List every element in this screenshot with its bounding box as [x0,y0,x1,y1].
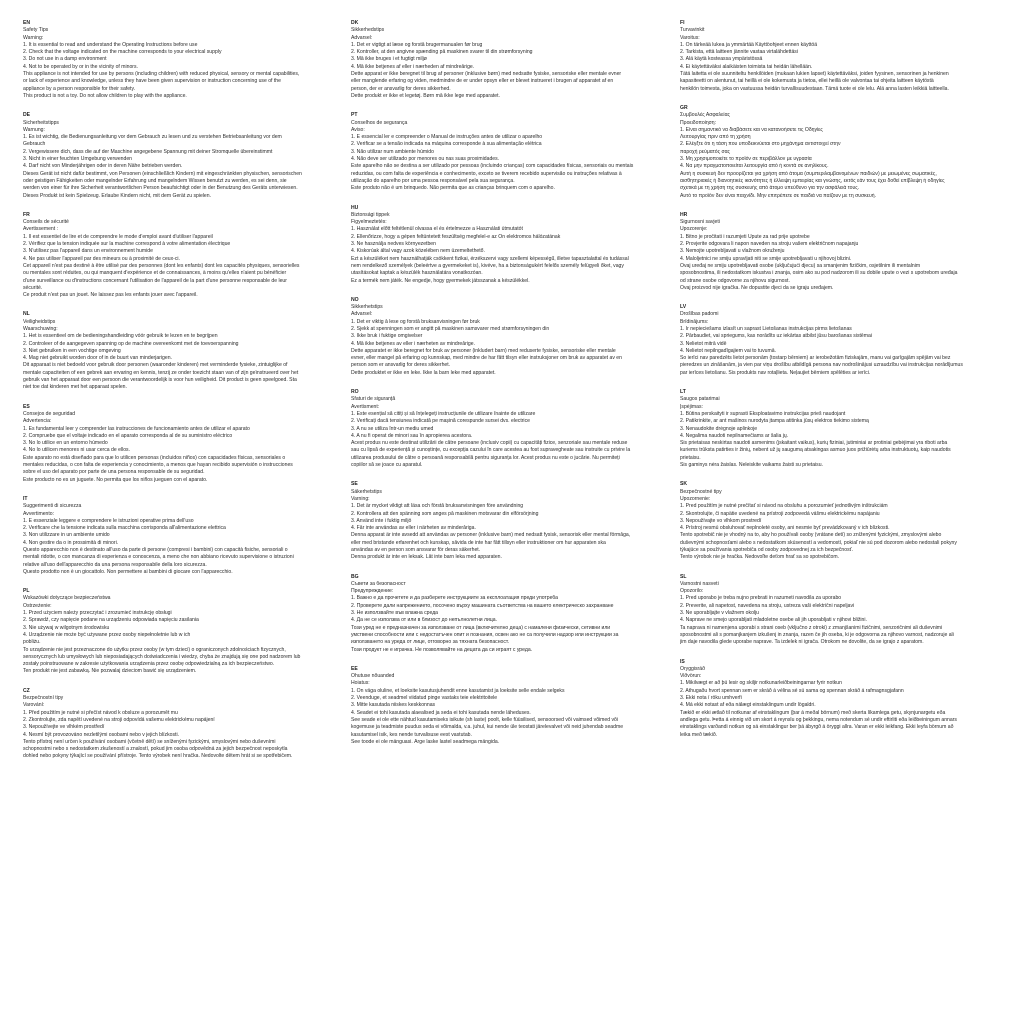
text-line: kogemuse ja teadmiste puudus seda ei võimalda, v.a. juhul, kui nende üle teostati järelevalvet või neid juhendab seadme [351,724,624,731]
warning-label: Įspėjimas: [680,403,703,410]
text-line: 1. Před použitím je nutné si přečíst návod k obsluze a porozumět mu [23,709,178,716]
text-line: niet toe dat kinderen met het apparaat spelen. [23,384,127,391]
text-line: Αυτό το προϊόν δεν είναι παιχνίδι. Μην επιτρέπετε σε παιδιά να παίζουν με τη συσκευή. [680,192,876,199]
section-title: Съвети за безопасност [351,580,406,587]
warning-label: Upozornenie: [680,495,711,502]
text-line: 2. Ellenőrizze, hogy a gépen feltüntetett feszültség megfelel-e az Ön elektromos hálózatának [351,233,561,240]
text-line: person, der er ansvarlig for deres sikkerhed. [351,85,451,92]
language-code: SL [680,573,687,580]
text-line: 1. È essenziale leggere e comprendere le istruzioni operative prima dell'uso [23,517,194,524]
text-line: Αυτή η συσκευή δεν προορίζεται για χρήση από άτομα (συμπεριλαμβανομένων παιδιών) με μειωμένες σωματικές, [680,170,937,177]
section-title: Conselhos de segurança [351,119,408,126]
text-line: 3. Nie używaj w wilgotnym środowisku [23,624,110,631]
text-line: gebruik van het apparaat door een persoon die verantwoordelijk is voor hun veiligheid. Dit product is geen speelgoed. Sta [23,377,297,384]
text-line: 4. Darf nicht von Minderjährigen oder in deren Nähe betrieben werden. [23,163,183,170]
text-line: 3. Non utilizzare in un ambiente umido [23,532,110,539]
language-code: NO [351,296,359,303]
text-line: Dette produkt er ikke et legetøj. Børn må ikke lege med apparatet. [351,92,500,99]
text-line: 4. Ne pas utiliser l'appareil par des mineurs ou à proximité de ceux-ci. [23,255,180,262]
text-line: 2. Zkontrolujte, zda napětí uvedené na stroji odpovídá vašemu elektrickému napájení [23,716,215,723]
language-section-gr [680,105,1004,200]
text-line: 1. It is essential to read and understand the Operating Instructions before use [23,41,198,48]
text-line: jim daje navodila glede uporabe naprave. Ta izdelek ni igrača. Otrokom ne dovolite, da se igrajo z aparatom. [680,639,924,646]
text-line: 3. N'utilisez pas l'appareil dans un environnement humide [23,248,153,255]
text-line: This appliance is not intended for use by persons (including children) with reduced physical, sensory or mental capabilities, [23,71,300,78]
text-line: evner, eller mangel på erfaring og kunnskap, med mindre de har fått tilsyn eller instruksjoner om bruk av apparatet av en [351,355,622,362]
warning-label: Varning: [351,495,370,502]
text-line: sposobnostmi ali s pomanjkanjem izkušenj in znanja, razen če jih oseba, ki je odgovorna za njihovo varnost, nadzoruje ali [680,631,954,638]
text-line: 4. Não deve ser utilizado por menores ou nas suas proximidades. [351,156,500,163]
section-title: Suggerimenti di sicurezza [23,503,82,510]
text-line: 1. É essencial ler e compreender o Manual de instruções antes de utilizar o aparelho [351,134,543,141]
language-section-is [680,659,1004,739]
warning-label: Varování: [23,702,45,709]
text-line: 3. No lo utilice en un entorno húmedo [23,440,108,447]
language-section-hr [680,212,1004,292]
text-line: 3. Nenaudokite drėgnoje aplinkoje [680,425,758,432]
text-line: 3. Älä käytä kosteassa ympäristössä [680,56,763,63]
text-line: d'une surveillance ou d'instructions concernant l'utilisation de l'appareil de la part d'une personne responsable de leur [23,277,287,284]
text-line: Denna produkt är inte en leksak. Låt inte barn leka med apparaten. [351,554,502,561]
text-line: 4. Naprave ne smejo uporabljati mladoletne osebe ali jih uporabljati v njihovi bližini. [680,617,867,624]
text-line: 2. Provjerite odgovara li napon naveden na stroju vašem električnom napajanju [680,241,859,248]
text-line: sensorycznych lub umysłowych lub nieposiadających doświadczenia i wiedzy, chyba że znajdują się one pod nadzorem lub [23,653,301,660]
language-code: EE [351,665,358,672]
text-line: See toode ei ole mänguasi. Ärge laske lastel seadmega mängida. [351,738,500,745]
text-line: 3. Ekki nota í röku umhverfi [680,695,742,702]
text-line: 4. Not to be operated by or in the vicinity of minors. [23,63,138,70]
text-line: 4. Prístroj nesmú obsluhovať neplnoleté osoby, ani nesmie byť prevádzkovaný v ich blízkosti. [680,525,890,532]
text-line: Acest produs nu este destinat utilizării de către persoane (inclusiv copii) cu capacități fizice, senzoriale sau mentale reduse [351,440,628,447]
language-code: FI [680,20,685,26]
language-code: SE [351,481,358,488]
language-code: GR [680,104,688,111]
language-section-es [23,404,345,484]
text-line: Gebrauch [23,141,46,148]
text-line: 1. Είναι σημαντικό να διαβάσετε και να κατανοήσετε τις Οδηγίες [680,126,823,133]
text-line: Este producto no es un juguete. No permita que los niños jueguen con el aparato. [23,476,208,483]
text-line: 4. Non gestire da o in prossimità di minori. [23,539,119,546]
text-line: 3. Må ikke bruges i et fugtigt miljø [351,56,427,63]
language-section-cz [23,688,345,761]
text-line: 4. Urządzenie nie może być używane przez osoby niepełnoletnie lub w ich [23,631,191,638]
column-middle [351,20,673,758]
text-line: 1. Es fundamental leer y comprender las instrucciones de funcionamiento antes de utilizar el aparato [23,425,250,432]
text-line: 4. Må ikke betjenes af eller i nærheden af mindreårige. [351,63,475,70]
text-line: kuriems trūksta patirties ir žinių, nebent už jų saugumą atsakingas asmuo juos prižiūrėtų arba instruktuotų, kaip naudotis [680,447,951,454]
text-line: 4. Mag niet gebruikt worden door of in de buurt van minderjarigen. [23,355,172,362]
language-section-ee [351,666,673,746]
text-line: relative all'uso dell'apparecchio da una persona responsabile della loro sicurezza. [23,561,207,568]
language-section-fr [23,212,345,300]
text-line: kasutamisel isik, kes nende turvalisuse eest vastutab. [351,731,472,738]
text-line: 1. Det er vigtigt at læse og forstå brugermanualen før brug [351,41,483,48]
text-line: användas av en person som ansvarar för deras säkerhet. [351,547,481,553]
text-line: eller manglende erfaring og viden, medmindre de er under opsyn eller er blevet instrueret i brugen af apparatet af en [351,78,614,85]
text-line: 2. Проверете дали напрежението, посочено върху машината съответства на вашето електрическо захранване [351,602,614,609]
section-title: Saugos patarimai [680,396,720,403]
text-line: 4. Má ekki notast af eða nálægt einstaklingum undir lögaldri. [680,702,816,709]
text-line: 4. Seadet ei tohi kasutada alaealised ja seda ei tohi kasutada nende läheduses. [351,709,531,716]
section-title: Turvavinkit [680,27,705,34]
warning-label: Advarsel: [351,34,373,41]
text-line: Denna apparat är inte avsedd att användas av personer (inklusive barn) med nedsatt fysisk, sensorisk eller mental förmåga, [351,532,631,539]
text-line: 3. Ikke bruk i fuktige omgivelser [351,333,423,340]
text-line: dohled nebo pokyny týkající se používání přístroje. Tento výrobek není hračka. Nedovolte dětem hrát si se spotřebičem. [23,753,293,760]
section-title: Sicherheitstipps [23,119,59,126]
text-line: 1. Bitno je pročitati i razumjeti Upute za rad prije upotrebe [680,233,810,240]
text-line: prietaisu. [680,454,701,461]
text-line: 1. Használat előtt feltétlenül olvassa el és értelmezze a Használati útmutatót [351,226,523,233]
text-line: Dette produktet er ikke en leke. Ikke la barn leke med apparatet. [351,369,496,376]
text-line: 1. Pred použitím je nutné prečítať si návod na obsluhu a porozumieť jednotlivým inštrukciám [680,503,888,510]
language-code: BG [351,573,359,580]
text-line: 4. Må ikke betjenes av eller i nærheten av mindreårige. [351,340,476,347]
language-code: LT [680,389,686,396]
text-line: Ezt a készüléket nem használhatják csökkent fizikai, érzékszervi vagy szellemi képességű, illetve tapasztalattal és tudással [351,255,629,262]
text-line: 4. Να μην πραγματοποιείται λειτουργία από ή κοντά σε ανηλίκους. [680,163,829,170]
text-line: Този продукт не е играчка. Не позволявайте на децата да си играят с уреда. [351,646,533,653]
text-line: 2. Pārbaudiet, vai spriegums, kas norādīts uz iekārtas atbilst jūsu barošanas sistēmai [680,333,872,340]
warning-label: Figyelmeztetés: [351,219,387,226]
text-line: Ce produit n'est pas un jouet. Ne laissez pas les enfants jouer avec l'appareil. [23,292,198,299]
text-line: See seade ei ole ette nähtud kasutamiseks isikute (sh laste) poolt, kelle füüsilised, sensoorsed või vaimsed võimed või [351,716,618,723]
section-title: Safety Tips [23,27,49,34]
text-line: Este produto não é um brinquedo. Não permita que as crianças brinquem com o aparelho. [351,185,555,192]
language-code: PT [351,112,358,119]
language-code: SK [680,481,688,488]
text-line: mentale capaciteiten of een gebrek aan ervaring en kennis, tenzij ze onder toezicht staan van of zijn geïnstrueerd over het [23,369,299,376]
text-line: einstaklings varðandi notkun og sá einstaklingur ber þá ábyrgð á öryggi allra. Varan er ekki leikfang. Ekki leyfa börnum að [680,724,954,731]
section-title: Drošības padomi [680,311,719,318]
text-line: 3. Ne uporabljajte v vlažnem okolju [680,610,759,617]
language-section-en [23,20,345,100]
warning-label: Varoitus: [680,34,700,41]
language-section-it [23,496,345,576]
language-code: EN [23,20,31,26]
text-line: reduzidas, ou com falta de experiência e conhecimento, exceto se tiverem recebido supervisão ou instruções relativas à [351,170,622,177]
text-line: 3. Não utilizar num ambiente húmido [351,148,434,155]
language-section-pl [23,588,345,676]
text-line: Tento spotrebič nie je vhodný na to, aby ho používali osoby (vrátane detí) so zníženými fyzickými, zmyslovými alebo [680,532,942,539]
text-line: 1. Būtina perskaityti ir suprasti Eksploatavimo instrukcijas prieš naudojant [680,410,846,417]
text-line: Tento přístroj není určen k používání osobami (včetně dětí) se sníženými fyzickými, smyslovými nebo duševními [23,738,276,745]
warning-label: Opozorilo: [680,588,704,595]
text-line: 2. Kontrollera att den spänning som anges på maskinen motsvarar din elförsörjning [351,510,539,517]
text-line: σχετικά με τη χρήση της συσκευής από άτομο υπεύθυνο για την ασφάλειά τους. [680,185,860,192]
warning-label: Brīdinājums: [680,318,709,325]
warning-label: Advertencia: [23,418,52,425]
text-line: Ovaj proizvod nije igračka. Ne dopustite djeci da se igraju uređajem. [680,284,834,291]
text-line: utilizarea produsului de către o persoană responsabilă pentru siguranța lor. Acest produs nu este o jucărie. Nu permiteți [351,454,620,461]
language-code: CZ [23,687,30,694]
language-section-dk [351,20,673,100]
text-line: Este aparato no está diseñado para que lo utilicen personas (incluidos niños) con capacidades físicas, sensoriales o [23,454,286,461]
text-line: Dit apparaat is niet bedoeld voor gebruik door personen (waaronder kinderen) met verminderde fysieke, zintuiglijke of [23,362,288,369]
text-line: 2. Sjekk at spenningen som er angitt på maskinen samsvarer med strømforsyningen din [351,325,550,332]
text-line: Dieses Produkt ist kein Spielzeug. Erlaube Kindern nicht, mit dem Gerät zu spielen. [23,192,211,199]
language-section-lv [680,304,1004,377]
section-title: Säkerhetstips [351,488,382,495]
language-code: HR [680,211,688,218]
section-title: Consejos de seguridad [23,410,76,417]
section-title: Bezpečnostné tipy [680,488,722,495]
text-line: умствени способности или с недостатъчен опит и познания, освен ако не са получили надзор или инструкции за [351,631,619,638]
warning-label: Viðvörun: [680,673,702,680]
warning-label: Avertissement : [23,226,59,233]
text-line: 3. Do not use in a damp environment [23,56,107,63]
text-line: týkajúce sa používania spotrebiča od osoby zodpovednej za ich bezpečnosť. [680,547,853,553]
text-line: 3. Nepoužívajte vo vlhkom prostredí [680,517,762,524]
warning-label: Upozorenje: [680,226,708,233]
text-line: 4. Nelietot nepilngadīgajiem vai to tuvumā. [680,347,776,354]
language-section-bg [351,574,673,654]
text-line: 1. Este esențial să citiți și să înțelegeți instrucțiunile de utilizare înainte de utilizare [351,410,536,417]
text-line: appliance by a person responsible for their safety. [23,85,136,92]
text-line: Dette apparat er ikke beregnet til brug af personer (inklusive børn) med nedsatte fysiske, sensoriske eller mentale evner [351,71,622,78]
text-line: copiilor să se joace cu aparatul. [351,462,423,469]
text-line: 1. Ir nepieciešams izlasīt un saprast Lietošanas instrukcijas pirms lietošanas [680,325,852,332]
text-line: person som er ansvarlig for deres sikkerhet. [351,362,451,369]
text-line: Tento výrobok nie je hračka. Nedovoľte deťom hrať sa so spotrebičom. [680,554,840,561]
language-section-no [351,297,673,377]
text-line: 1. Il est essentiel de lire et de comprendre le mode d'emploi avant d'utiliser l'appareil [23,233,213,240]
text-line: 4. Да не се използва от или в близост до непълнолетни лица. [351,617,498,624]
text-line: Този уред не е предназначен за използване от лица (включително деца) с намалени физически, сетивни или [351,624,611,631]
text-line: 2. Veenduge, et seadmel viidatud pinge vastaks teie elektritoitele [351,695,498,702]
warning-label: Aviso: [351,126,365,133]
language-section-lt [680,389,1004,469]
text-line: 2. Sprawdź, czy napięcie podane na urządzeniu odpowiada napięciu zasilania [23,617,199,624]
text-line: 1. On väga oluline, et loeksite kasutusjuhendit enne kasutamist ja loeksite selle endale selgeks [351,687,565,694]
text-line: Cet appareil n'est pas destiné à être utilisé par des personnes (dont les enfants) dont les capacités physiques, sensorielles [23,262,300,269]
language-section-se [351,481,673,561]
language-section-sl [680,574,1004,647]
text-line: Ten produkt nie jest zabawką. Nie pozwalaj dzieciom bawić się urządzeniem. [23,668,197,675]
text-line: oder geistigen Fähigkeiten oder mangelnder Erfahrung und mangelndem Wissen benutzt zu werden, es sei denn, sie [23,177,287,184]
column-right [680,20,1004,751]
warning-label: Avvertimento: [23,510,55,517]
text-line: leika með tækið. [680,731,718,738]
text-line: 4. Maloljetnici ne smiju upravljati niti se smije upotrebljavati u njihovoj blizini. [680,255,852,262]
text-line: werden von einer für ihre Sicherheit verantwortlichen Person beaufsichtigt oder in der Benutzung des Geräts unterwiesen. [23,185,298,192]
text-line: Ez a termék nem játék. Ne engedje, hogy gyermekek játsszanak a készülékkel. [351,277,530,284]
text-line: Dette apparatet er ikke beregnet for bruk av personer (inkludert barn) med reduserte fysiske, sensoriske eller mentale [351,347,616,354]
text-line: andlega getu. Þetta á einnig við um skort á reynslu og þekkingu, nema notendum sé undir eftirliti eða leiðbeiningum annars [680,716,957,723]
text-line: Tækið er ekki ætlað til notkunar af einstaklingum (þar á meðal börnum) með skerta líkamlega getu, skynjunargetu eða [680,709,946,716]
column-left [23,20,345,773]
section-title: Conseils de sécurité [23,219,69,226]
warning-label: Waarschuwing: [23,325,58,332]
language-section-nl [23,311,345,391]
text-line: henkilön toimesta, joka on vastuussa heidän turvallisuudestaan. Tämä tuote ei ole lelu. Älä anna lasten leikkiä laitteella. [680,85,949,92]
text-line: This product is not a toy. Do not allow children to play with the appliance. [23,92,187,99]
language-code: RO [351,389,359,396]
text-line: sobre el uso del aparato por parte de una persona responsable de su seguridad. [23,469,205,476]
text-line: 2. Kontroller, at den angivne spænding på maskinen svarer til din strømforsyning [351,49,533,56]
text-line: 1. Pred uporabo je treba nujno prebrati in razumeti navodila za uporabo [680,595,842,602]
section-title: Sfaturi de siguranță [351,396,396,403]
text-line: παροχή ρεύματός σας [680,148,730,155]
text-line: 3. Mitte kasutada niiskes keskkonnas [351,702,436,709]
text-line: 3. Nemojte upotrebljavati u vlažnom okruženju [680,248,785,255]
text-line: Λειτουργίας πριν από τη χρήση [680,134,751,141]
language-code: DE [23,112,31,119]
text-line: pieredzes un zināšanām, ja vien par viņu drošību atbildīgā persona nav nodrošinājusi uzraudzību vai instrukcijas norādījumus [680,362,963,369]
section-title: Varnostni nasveti [680,580,719,587]
text-line: utilização do aparelho por uma pessoa responsável pela sua segurança. [351,177,515,184]
text-line: 4. A nu fi operat de minori sau în apropierea acestora. [351,432,473,439]
text-line: 1. Przed użyciem należy przeczytać i zrozumieć instrukcję obsługi [23,610,172,617]
warning-label: Προειδοποίηση: [680,119,717,126]
text-line: or lack of experience and knowledge, unless they have been given supervision or instruction concerning use of the [23,78,281,85]
warning-label: Hoiatus: [351,680,370,687]
warning-label: Warning: [23,34,44,41]
text-line: 2. Controleer of de aangegeven spanning op de machine overeenkomt met de toevoerspanning [23,340,239,347]
text-line: 2. Compruebe que el voltaje indicado en el aparato corresponda al de su suministro eléctrico [23,432,233,439]
warning-label: Ostrzeżenie: [23,602,52,609]
language-code: ES [23,403,30,410]
text-line: Questo apparecchio non è destinato all'uso da parte di persone (compresi i bambini) con capacità fisiche, sensoriali o [23,547,288,553]
language-section-sk [680,481,1004,561]
text-line: 2. Check that the voltage indicated on the machine corresponds to your electrical supply [23,49,222,56]
text-line: od strane osobe odgovorne za njihovu sigurnost. [680,277,790,284]
text-line: 3. Μη χρησιμοποιείτε το προϊόν σε περιβάλλον με υγρασία [680,156,812,163]
text-line: 4. Negalima naudoti nepilnamečiams ar šalia jų. [680,432,789,439]
text-line: 2. Verificare che la tensione indicata sulla macchina corrisponda all'alimentazione elettrica [23,525,226,532]
text-line: Ta naprava ni namenjena uporabi s strani oseb (vključno z otroki) z zmanjšanimi fizičnimi, senzoričnimi ali duševnimi [680,624,943,631]
text-line: Ovaj uređaj ne smiju upotrebljavati osobe (uključujući djecu) sa smanjenim fizičkim, osjetilnim ili mentalnim [680,262,921,269]
text-line: 3. Не използвайте във влажна среда [351,610,439,617]
text-line: 1. Det er viktig å lese og forstå bruksanvisningen før bruk [351,318,480,325]
language-code: PL [23,588,30,595]
section-title: Sigurnosni savjeti [680,219,720,226]
text-line: sécurité. [23,284,43,291]
section-title: Wskazówki dotyczące bezpieczeństwa [23,595,111,602]
text-line: 2. Tarkista, että laitteen jännite vastaa virtalähdettäsi [680,49,798,56]
text-line: 3. Niet gebruiken in een vochtige omgeving [23,347,121,354]
section-title: Sikkerhedstips [351,27,385,34]
text-line: 2. Verificați dacă tensiunea indicată pe mașină corespunde sursei dvs. electrice [351,418,530,425]
section-title: Sikkerhetstips [351,304,383,311]
section-title: Συμβουλές Ασφαλείας [680,112,730,119]
text-line: 4. Får inte användas av eller i närheten av minderåriga. [351,525,476,532]
warning-label: Warnung: [23,126,45,133]
text-line: 3. Nicht in einer feuchten Umgebung verwenden [23,156,133,163]
text-line: 1. Het is essentieel om de bedieningshandleiding vóór gebruik te lezen en te begrijpen [23,333,218,340]
language-code: DK [351,20,359,26]
text-line: mentali ridotte, o con mancanza di esperienza e conoscenza, a meno che non abbiano ricevuto supervisione o istruzioni [23,554,294,561]
text-line: schopnostmi nebo s nedostatkem zkušeností a znalostí, pokud jim osoba odpovědná za jejich bezpečnost neposkytla [23,746,288,753]
language-section-pt [351,112,673,192]
text-line: Šis gaminys nėra žaislas. Neleiskite vaikams žaisti su prietaisu. [680,462,823,469]
text-line: 4. No lo utilicen menores ni usar cerca de ellos. [23,447,131,454]
text-line: Dieses Gerät ist nicht dafür bestimmt, von Personen (einschließlich Kindern) mit eingeschränkten physischen, sensorischen [23,170,302,177]
warning-label: Avertisment: [351,403,380,410]
text-line: 3. Använd inte i fuktig miljö [351,517,412,524]
text-line: 2. Vergewissere dich, dass die auf der Maschine angegebene Spannung mit deiner Stromquelle übereinstimmt [23,148,273,155]
warning-label: Advarsel: [351,311,373,318]
text-line: αισθητηριακές ή διανοητικές ικανότητες ή έλλειψη εμπειρίας και γνώσης, εκτός εάν τους έχει δοθεί επίβλεψη ή οδηγίες [680,177,945,184]
text-line: zostały poinstruowane w zakresie użytkowania urządzenia przez osobę odpowiedzialną za ich bezpieczeństwo. [23,661,275,668]
text-line: 1. Важно е да прочетете и да разберете инструкциите за експлоатация преди употреба [351,595,559,602]
language-code: FR [23,211,30,218]
text-line: 4. Kiskorúak által vagy azok közelében nem üzemeltethető. [351,248,485,255]
text-line: nem rendelkező személyek (beleértve a gyermekeket is), kivéve, ha a biztonságukért felelős személy felügyeli őket, vagy [351,262,624,269]
text-line: 2. Preverite, ali napetost, navedena na stroju, ustreza vaši električni napeljavi [680,602,855,609]
language-code: LV [680,304,687,311]
text-line: pobliżu. [23,639,41,646]
text-line: par ierīces lietošanu. Šis produkts nav rotaļlieta. Neļaujiet bērniem spēlēties ar ierīci. [680,369,871,376]
language-code: IS [680,658,685,665]
language-section-ro [351,389,673,469]
text-line: ou mentales sont réduites, ou qui manquent d'expérience et de connaissances, à moins qu'elles n'aient pu bénéficier [23,270,287,277]
text-line: eller med bristande erfarenhet och kunskap, såvida de inte har fått tillsyn eller instruktioner om hur apparaten ska [351,539,606,546]
language-section-de [23,112,345,200]
section-title: Ohutuse nõuanded [351,673,395,680]
text-line: mentales reducidas, o con falta de experiencia y conocimiento, a menos que hayan recibido supervisión o instrucciones [23,462,293,469]
text-line: kapasiteetti on alentunut, tai heillä ei ole kokemusta ja tietoa, ellei heillä ole valvontaa tai ohjeita laitteen käytöstä [680,78,934,85]
text-line: 1. Es ist wichtig, die Bedienungsanleitung vor dem Gebrauch zu lesen und zu verstehen Betriebsanleitung vor dem [23,134,282,141]
text-line: 2. Patikrinkite, ar ant mašinos nurodyta įtampa atitinka jūsų elektros tiekimo sistemą [680,418,869,425]
text-line: 2. Athugaðu hvort spennan sem er skráð á vélina sé sú sama og spennan skráð á rafmagnsgjafann [680,687,904,694]
section-title: Veiligheidstips [23,318,56,325]
text-line: Questo prodotto non è un giocattolo. Non permettere ai bambini di giocare con l'apparecchio. [23,568,233,575]
text-line: 2. Ελέγξτε ότι η τάση που υποδεικνύεται στο μηχάνημα αντιστοιχεί στην [680,141,841,148]
text-line: utasításokat kaptak a készülék használatára vonatkozóan. [351,270,483,277]
text-line: duševnými schopnosťami alebo s nedostatkom skúseností a vedomostí, pokiaľ nie sú pod dozorom alebo nedostali pokyny [680,539,957,546]
text-line: използването на уреда от лице, отговорно за тяхната безопасност. [351,639,510,646]
text-line: 2. Vérifiez que la tension indiquée sur la machine correspond à votre alimentation électrique [23,241,231,248]
section-title: Biztonsági tippek [351,211,390,218]
section-title: Bezpečnostní tipy [23,695,64,702]
text-line: 3. Ne használja nedves környezetben [351,241,436,248]
text-line: 3. Nepoužívejte ve vlhkém prostředí [23,724,105,731]
warning-label: Предупреждение: [351,588,394,595]
text-line: 1. On tärkeää lukea ja ymmärtää Käyttöohjeet ennen käyttöä [680,41,818,48]
text-line: sposobnostima, ili nedostatkom iskustva i znanja, osim ako su pod nadzorom ili su dobile upute o vezi s upotrebom uređaja [680,270,958,277]
text-line: 1. Det är mycket viktigt att läsa och förstå bruksanvisningen före användning [351,503,524,510]
language-code: NL [23,311,30,318]
text-line: sau cu lipsă de experiență și cunoștințe, cu excepția cazului în care acestea au fost supravegheate sau instruite cu privire la [351,447,631,454]
text-line: Tätä laitetta ei ole suunniteltu henkilöiden (mukaan lukien lapset) käytettäväksi, joiden fyysinen, sensorinen ja henkinen [680,71,949,78]
text-line: 2. Skontrolujte, či napätie uvedené na prístroji zodpovedá vášmu elektrickému napájaniu [680,510,880,517]
text-line: Este aparelho não se destina a ser utilizado por pessoas (incluindo crianças) com capacidades físicas, sensoriais ou mentais [351,163,634,170]
text-line: 2. Verificar se a tensão indicada na máquina corresponde à sua alimentação elétrica [351,141,542,148]
text-line: 1. Mikilvægt er að þú lesir og skiljir notkunarleiðbeiningarnar fyrir notkun [680,680,842,687]
language-code: HU [351,204,359,211]
text-line: 3. Nelietot mitrā vidē [680,340,727,347]
language-code: IT [23,495,28,502]
text-line: Šis prietaisas neskirtas naudoti asmenims (įskaitant vaikus), kurių fiziniai, jutiminiai ar protiniai gebėjimai yra riboti arba [680,440,948,447]
text-line: 3. A nu se utiliza într-un mediu umed [351,425,434,432]
text-line: To urządzenie nie jest przeznaczone do użytku przez osoby (w tym dzieci) o ograniczonych zdolnościach fizycznych, [23,646,286,653]
text-line: 4. Ei käytettäväksi alaikäisten toimista tai heidän lähellään. [680,63,813,70]
language-section-fi [680,20,1004,93]
section-title: Öryggisráð [680,665,705,672]
text-line: Šo ierīci nav paredzēts lietot personām (tostarp bērniem) ar ierobežotām fiziskajām, manu vai garīgajām spējām vai bez [680,355,951,362]
language-section-hu [351,205,673,285]
text-line: 4. Nesmí být provozováno nezletilými osobami nebo v jejich blízkosti. [23,731,179,738]
